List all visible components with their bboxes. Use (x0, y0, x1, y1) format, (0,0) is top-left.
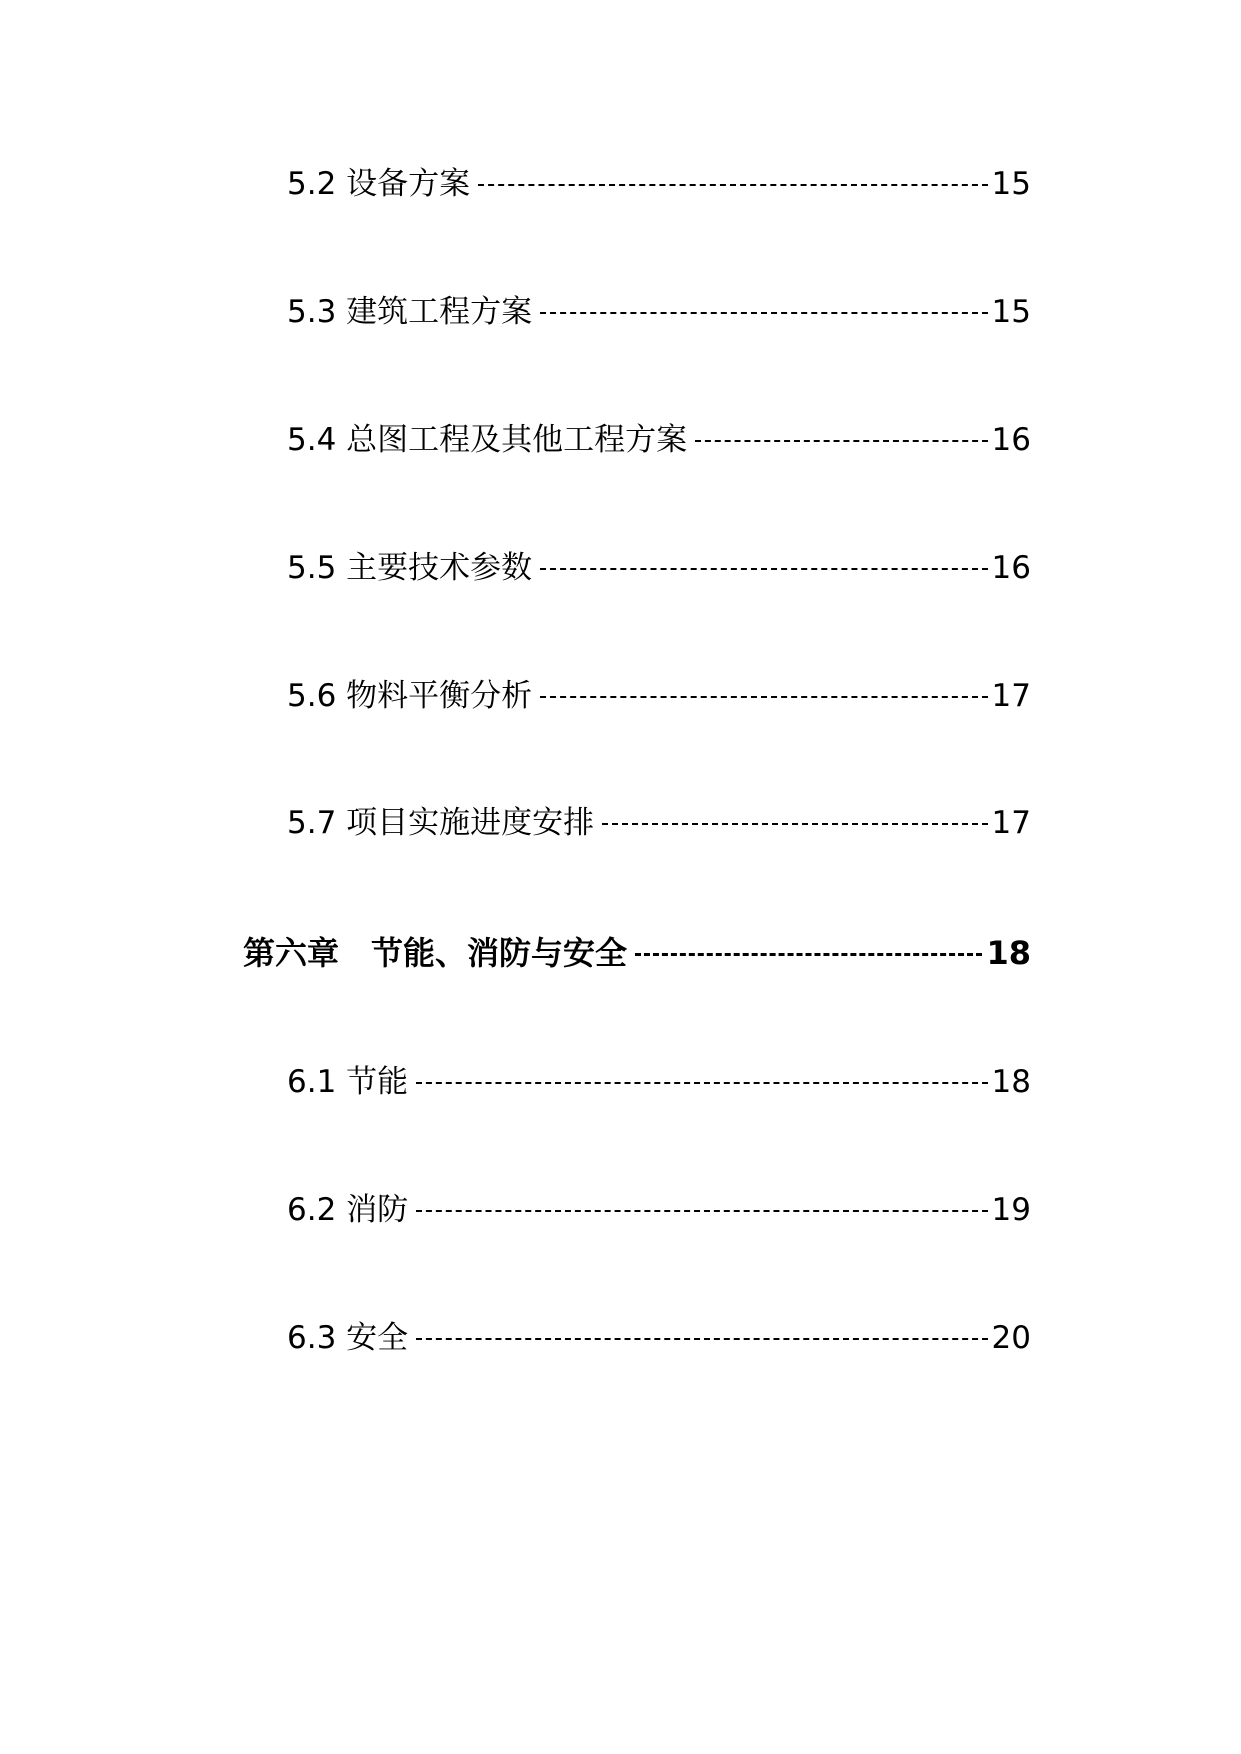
toc-dot-leader (416, 1317, 987, 1348)
toc-page-number: 15 (991, 294, 1031, 330)
toc-entry-label: 5.2 设备方案 (287, 166, 471, 202)
toc-page-number: 16 (991, 422, 1031, 458)
toc-dot-leader (635, 932, 982, 964)
toc-page-number: 18 (986, 934, 1031, 972)
toc-entry-5-4[interactable] (287, 414, 1031, 459)
toc-entry-6-2[interactable] (287, 1184, 1031, 1229)
toc-entry-label: 5.4 总图工程及其他工程方案 (287, 422, 688, 458)
toc-entry-5-3[interactable] (287, 286, 1031, 331)
toc-entry-label: 5.3 建筑工程方案 (287, 294, 533, 330)
toc-entry-label: 5.6 物料平衡分析 (287, 678, 533, 714)
toc-entry-label: 6.2 消防 (287, 1192, 409, 1228)
toc-entry-5-7[interactable] (287, 797, 1031, 842)
toc-dot-leader (695, 419, 987, 450)
toc-page-number: 17 (991, 805, 1031, 841)
toc-dot-leader (478, 163, 987, 194)
toc-dot-leader (540, 675, 987, 706)
toc-entry-6-1[interactable] (287, 1056, 1031, 1101)
toc-entry-label: 6.1 节能 (287, 1064, 409, 1100)
toc-dot-leader (416, 1061, 987, 1092)
toc-chapter-label: 第六章 节能、消防与安全 (243, 934, 628, 972)
toc-dot-leader (602, 802, 987, 833)
toc-entry-chapter-6[interactable] (243, 928, 1031, 974)
toc-entry-label: 5.5 主要技术参数 (287, 550, 533, 586)
toc-entry-6-3[interactable] (287, 1312, 1031, 1357)
toc-dot-leader (416, 1189, 987, 1220)
toc-page-number: 15 (991, 166, 1031, 202)
toc-entry-5-6[interactable] (287, 670, 1031, 715)
toc-page-number: 20 (991, 1320, 1031, 1356)
toc-page-number: 19 (991, 1192, 1031, 1228)
toc-dot-leader (540, 547, 987, 578)
toc-entry-label: 5.7 项目实施进度安排 (287, 805, 595, 841)
toc-page-number: 17 (991, 678, 1031, 714)
toc-page-number: 18 (991, 1064, 1031, 1100)
toc-page-number: 16 (991, 550, 1031, 586)
toc-entry-5-5[interactable] (287, 542, 1031, 587)
toc-dot-leader (540, 291, 987, 322)
toc-entry-label: 6.3 安全 (287, 1320, 409, 1356)
toc-entry-5-2[interactable] (287, 158, 1031, 203)
